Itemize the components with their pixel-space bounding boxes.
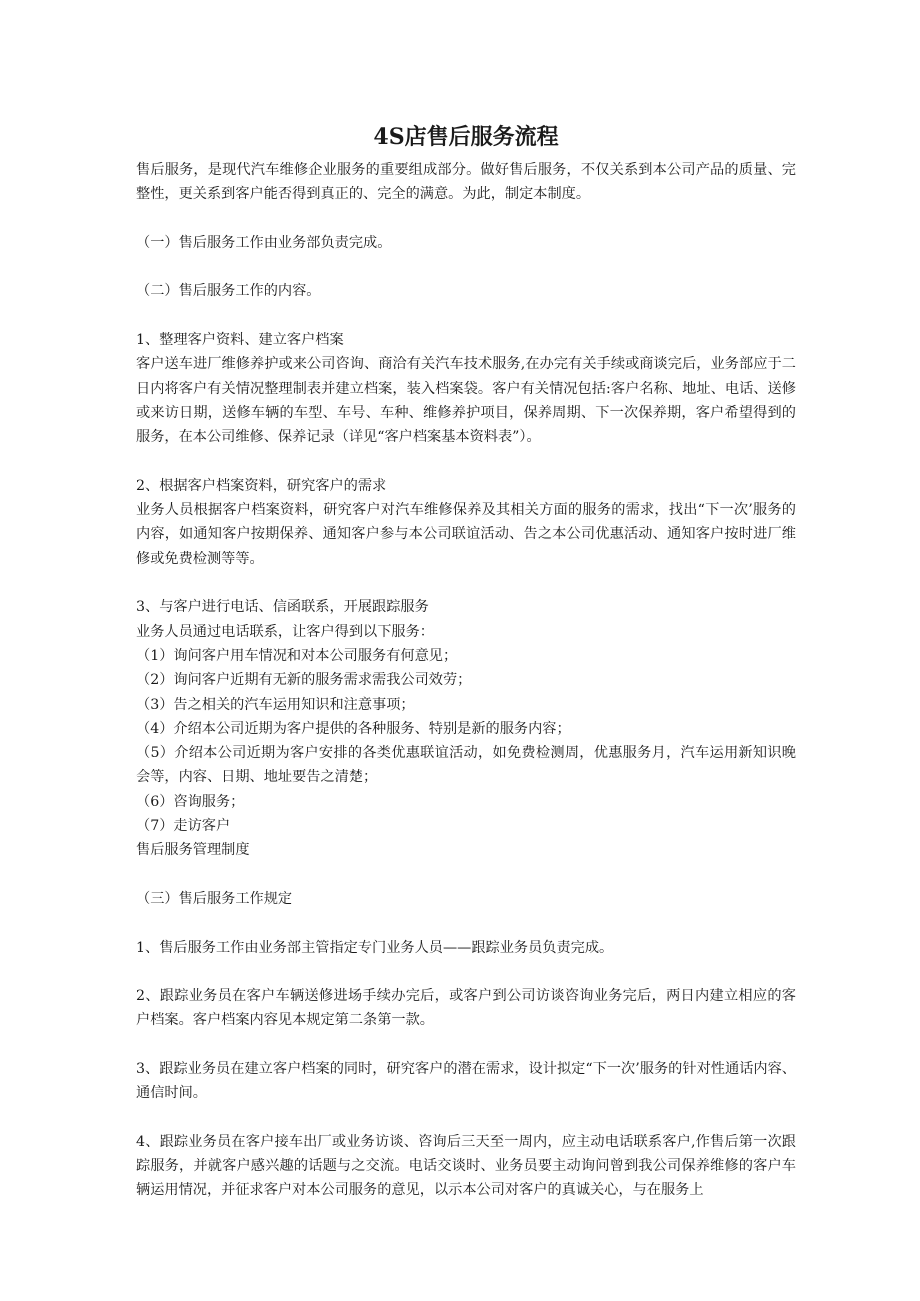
item-1-body: 客户送车进厂维修养护或来公司咨询、商洽有关汽车技术服务,在办完有关手续或商谈完后，业务部应于二日内将客户有关情况整理制表并建立档案，装入档案袋。客户有关情况包括:客户名称、地址、电话、送修或来访日期，送修车辆的车型、车号、车种、维修养护项目，保养周期、下一次保养期，客户希望得到的服务，在本公司维修、保养记录（详见“客户档案基本资料表”）。 (136, 356, 796, 446)
intro-paragraph: 售后服务，是现代汽车维修企业服务的重要组成部分。做好售后服务，不仅关系到本公司产品的质量、完整性，更关系到客户能否得到真正的、完全的满意。为此，制定本制度。 (136, 162, 796, 203)
item-3-sub-3: （3）告之相关的汽车运用知识和注意事项； (136, 696, 415, 713)
rule-4: 4、跟踪业务员在客户接车出厂或业务访谈、咨询后三天至一周内，应主动电话联系客户,作售后第一次跟踪服务，并就客户感兴趣的话题与之交流。电话交谈时、业务员要主动询问曾到我公司保养维修的客户车辆运用情况，并征求客户对本公司服务的意见，以示本公司对客户的真诚关心，与在服务上 (136, 1133, 796, 1199)
rule-2: 2、跟踪业务员在客户车辆送修进场手续办完后，或客户到公司访谈咨询业务完后，两日内建立相应的客户档案。客户档案内容见本规定第二条第一款。 (136, 988, 796, 1029)
item-3-sub-7: （7）走访客户 (136, 818, 231, 835)
item-3-sub-6: （6）咨询服务； (136, 793, 245, 810)
item-3-intro: 业务人员通过电话联系，让客户得到以下服务： (136, 623, 434, 640)
item-1-heading: 1、整理客户资料、建立客户档案 (136, 332, 344, 349)
section-2-heading: （二）售后服务工作的内容。 (136, 283, 321, 300)
document-title: 4S店售后服务流程 (373, 124, 559, 150)
item-3-heading: 3、与客户进行电话、信函联系，开展跟踪服务 (136, 599, 429, 616)
rule-1: 1、售后服务工作由业务部主管指定专门业务人员——跟踪业务员负责完成。 (136, 939, 614, 956)
item-2-heading: 2、根据客户档案资料，研究客户的需求 (136, 477, 387, 494)
item-3-sub-5: （5）介绍本公司近期为客户安排的各类优惠联谊活动，如免费检测周，优惠服务月，汽车运用新知识晚会等，内容、日期、地址要告之清楚； (136, 745, 796, 786)
item-3-sub-1: （1）询问客户用车情况和对本公司服务有何意见； (136, 647, 458, 664)
item-3-sub-4: （4）介绍本公司近期为客户提供的各种服务、特别是新的服务内容； (136, 720, 571, 737)
item-2-body: 业务人员根据客户档案资料，研究客户对汽车维修保养及其相关方面的服务的需求，找出“下一次’服务的内容，如通知客户按期保养、通知客户参与本公司联谊活动、告之本公司优惠活动、通知客户按时进厂维修或免费检测等等。 (136, 502, 796, 567)
document-body (136, 118, 796, 1203)
rule-3: 3、跟踪业务员在建立客户档案的同时，研究客户的潜在需求，设计拟定“下一次’服务的针对性通话内容、通信时间。 (136, 1060, 796, 1102)
section-1-heading: （一）售后服务工作由业务部负责完成。 (136, 234, 392, 251)
section-3-heading: （三）售后服务工作规定 (136, 890, 293, 907)
item-3-footer: 售后服务管理制度 (136, 842, 250, 859)
item-3-sub-2: （2）询问客户近期有无新的服务需求需我公司效劳； (136, 672, 472, 689)
